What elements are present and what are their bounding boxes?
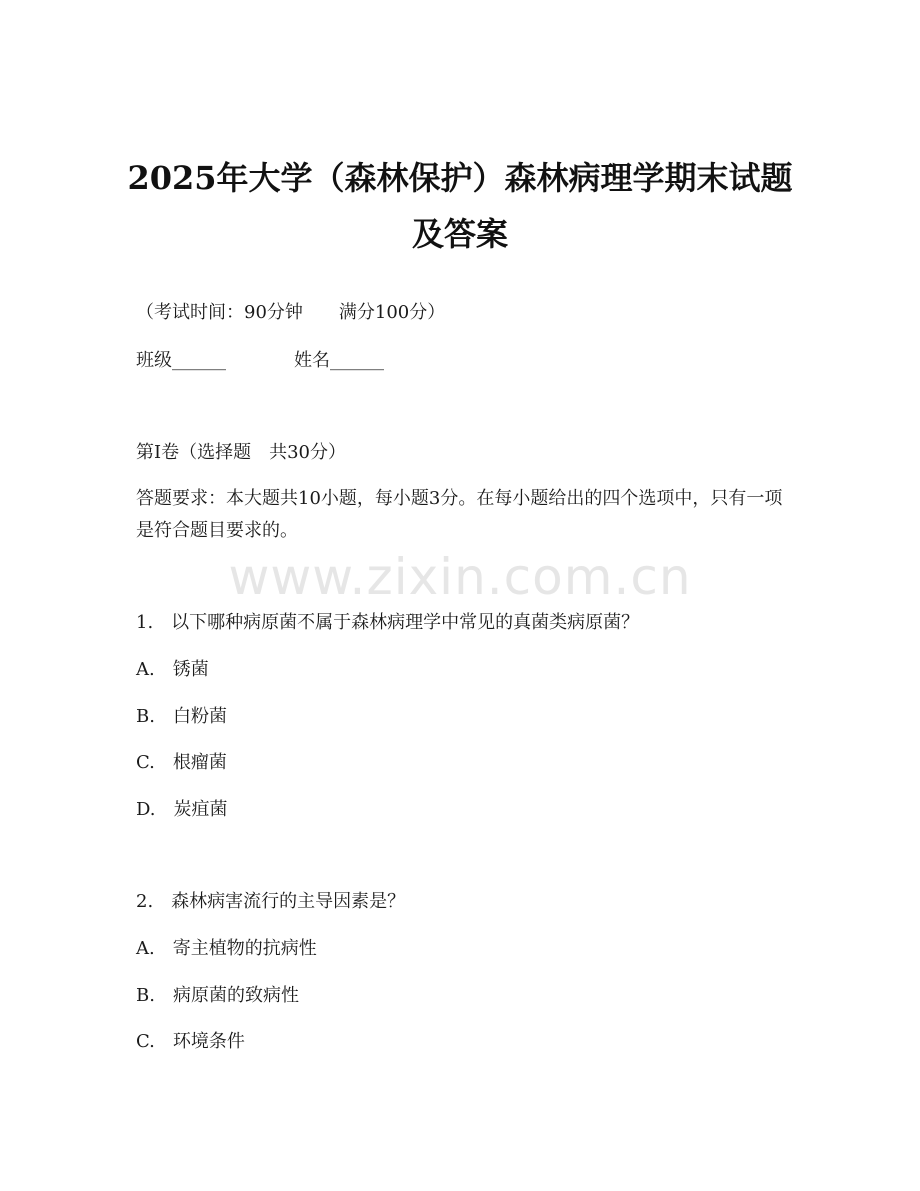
question-option: B. 白粉菌 bbox=[136, 706, 227, 727]
exam-info: （考试时间：90分钟 满分100分） bbox=[136, 302, 446, 323]
section-heading: 第Ⅰ卷（选择题 共30分） bbox=[136, 442, 347, 463]
question-option: B. 病原菌的致病性 bbox=[136, 985, 299, 1006]
document-title: 2025年大学（森林保护）森林病理学期末试题及答案 bbox=[127, 159, 793, 253]
question-option: A. 锈菌 bbox=[136, 659, 209, 680]
question-option: C. 环境条件 bbox=[136, 1031, 245, 1052]
question-option: A. 寄主植物的抗病性 bbox=[136, 938, 317, 959]
question-option: D. 炭疽菌 bbox=[136, 799, 228, 820]
section-instructions: 答题要求：本大题共10小题，每小题3分。在每小题给出的四个选项中，只有一项是符合题目要求的。 bbox=[136, 488, 783, 541]
class-field: 班级______ bbox=[136, 350, 226, 371]
name-field: 姓名______ bbox=[294, 350, 384, 371]
question-option: C. 根瘤菌 bbox=[136, 752, 227, 773]
watermark: www.zixin.com.cn bbox=[228, 548, 692, 606]
question-stem: 2. 森林病害流行的主导因素是？ bbox=[136, 891, 406, 912]
question-stem: 1. 以下哪种病原菌不属于森林病理学中常见的真菌类病原菌？ bbox=[136, 612, 640, 633]
